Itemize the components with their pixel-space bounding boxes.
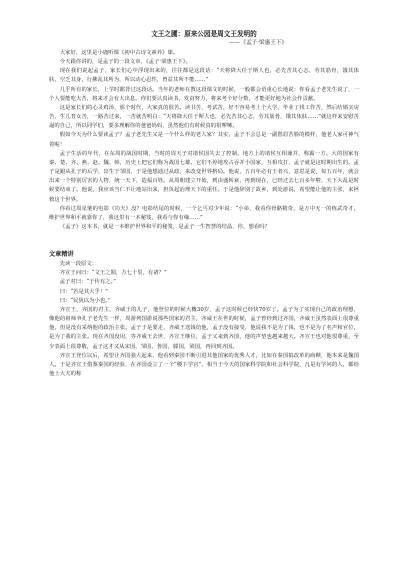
section-intro: 先读一段原文： [59,261,98,268]
explanation-section [49,260,359,379]
paragraph: 大家好，这里是小鹿听课《初中古诗文素养》课。 [59,50,179,56]
paragraph: 齐宣王登位以后，希望让齐国强大起来，他看到秦国不断引进其他国家的优秀人才，比如在秦国搞改革的商鞅，他本来是魏国人。于是齐宣王借鉴秦国的经验，在齐国设立了一个“稷下学宫”，相当于今天的国家科学院和社会科学院，凡是有学问的人，都给他士大夫的称 [49,352,359,377]
paragraph: 孟子生活的年代，在东周的战国时期，当时的周天子对诸侯国失去了控制，地方上的诸侯互相兼并，称霸一方。大的国家有秦、楚、齐、燕、赵、魏、韩，历史上把它们称为战国七雄。它们不停地攻占吞并小国家，互相攻打，孟子就是这时期出生的。孟子是跟从孔子的后学，出生于邹国，于是他想通过从政，来改变世界格局。他说，五百年必有王者兴，意思是说，每五百年，就会出来一个特别厉害的人物，统一天下，造福百姓。从周朝建立开始，到由盛转衰，再到现在，已经过去七百多年啦，天下大乱是时候要结束了。他说，我应该当仁不让地站出来，担负起治理天下的重任。于是他辞别了故乡，到处游说，希望能让他的主张，来拯救这个世界。 [49,150,359,203]
section-title: 文章精讲 [49,251,74,259]
paragraph: 《孟子》这本书，就是一本维护世界和平的秘笈，是孟子一生智慧的结晶，你，想看吗？ [59,223,271,230]
quote-line: 曰：“若是其大乎！” [59,288,108,295]
paragraph: 齐宣王，齐国的君主，齐威王的儿子，他登位的时候大概30岁，孟子这时候已经快70岁了。孟子为了实现自己的政治理想，像他的祖师爷孔子老先生一样，周游列国游说那些国家的君主，齐威王在世的时候，孟子曾经到过齐国，齐威王虽然表面上很尊重他，但是没有采纳他的政治主张。孟子于是要走，齐威王送钱给他，孟子没有接受，他说我不是为了钱，也不是为了名声和官位，是为了我的主张。现在齐国没用，等齐威王去世，齐宣王继位，孟子又来到齐国，他的声望也越来越大。齐宣王也对他很尊重，至少表面上很尊敬，孟子这才又从宋国，邹国，鲁国，滕国，梁国，再回到齐国。 [49,306,359,350]
quote-line: 曰：“民犹以为小也。” [59,297,111,304]
intro-section [49,49,359,232]
document-subtitle: ——《孟子·梁惠王下》 [229,40,287,46]
paragraph: 你看过周星驰的电影《功夫》没？电影结尾的时候，一个乞丐对少年说：“小弟，我看你骨骼精奇，是万中无一的练武奇才，维护世界和平就靠你了，我这里有一本秘笈，我看与你有缘……” [49,205,359,221]
document-page [49,30,359,379]
paragraph: 现在我们说起孟子，家长们心中浮现出来的，往往都是这段话：“天将降大任于斯人也，必先苦其心志，劳其筋骨，饿其体肤，空乏其身，行拂乱其所为，所以动心忍性，曾益其所不能……” [49,68,359,84]
document-title: 文王之圃：原来公园是周文王发明的 [151,30,257,38]
paragraph: 几乎所有的家长，上学时都背过这段话。当年的老师在教这段课文的时候，一般都会语重心长地说：你看孟子老先生说了，一个人要能吃大苦，将来才会有大出息。你们要认真读书，发奋努力，将来考个好分数，才能更好地为社会作贡献。 [49,86,359,102]
quote-line: 齐宣王问曰：“文王之囿，方七十里，有诸？” [59,270,167,277]
paragraph: 假如今天为什么要读孟子？孟子老先生又是一个什么样的老人家？其实，孟子不会总是一副愁眉苦脸的模样，他老人家可神气着呢！ [49,132,359,148]
quote-line: 孟子对曰：“于传有之。” [59,279,116,286]
paragraph: 这是家长们的心灵鸡汤，那个时代，大家真的很苦。读书苦，考试苦，好不容易考上个大学，毕业了找工作苦，然后结婚买房苦，生儿育女苦，一路苦过来，一苦就苦明白：“天将降大任于斯人也，必先苦其心志，劳其筋骨，饿其体肤……”就这样来安慰苦逼的自己，所以同学们，要多理解你的爸爸妈妈，虽然他们有时候真的很啰嗦。 [49,104,359,130]
paragraph: 今天跟你讲的，是孟子的一段文章，《孟子·梁惠王下》。 [59,59,191,66]
